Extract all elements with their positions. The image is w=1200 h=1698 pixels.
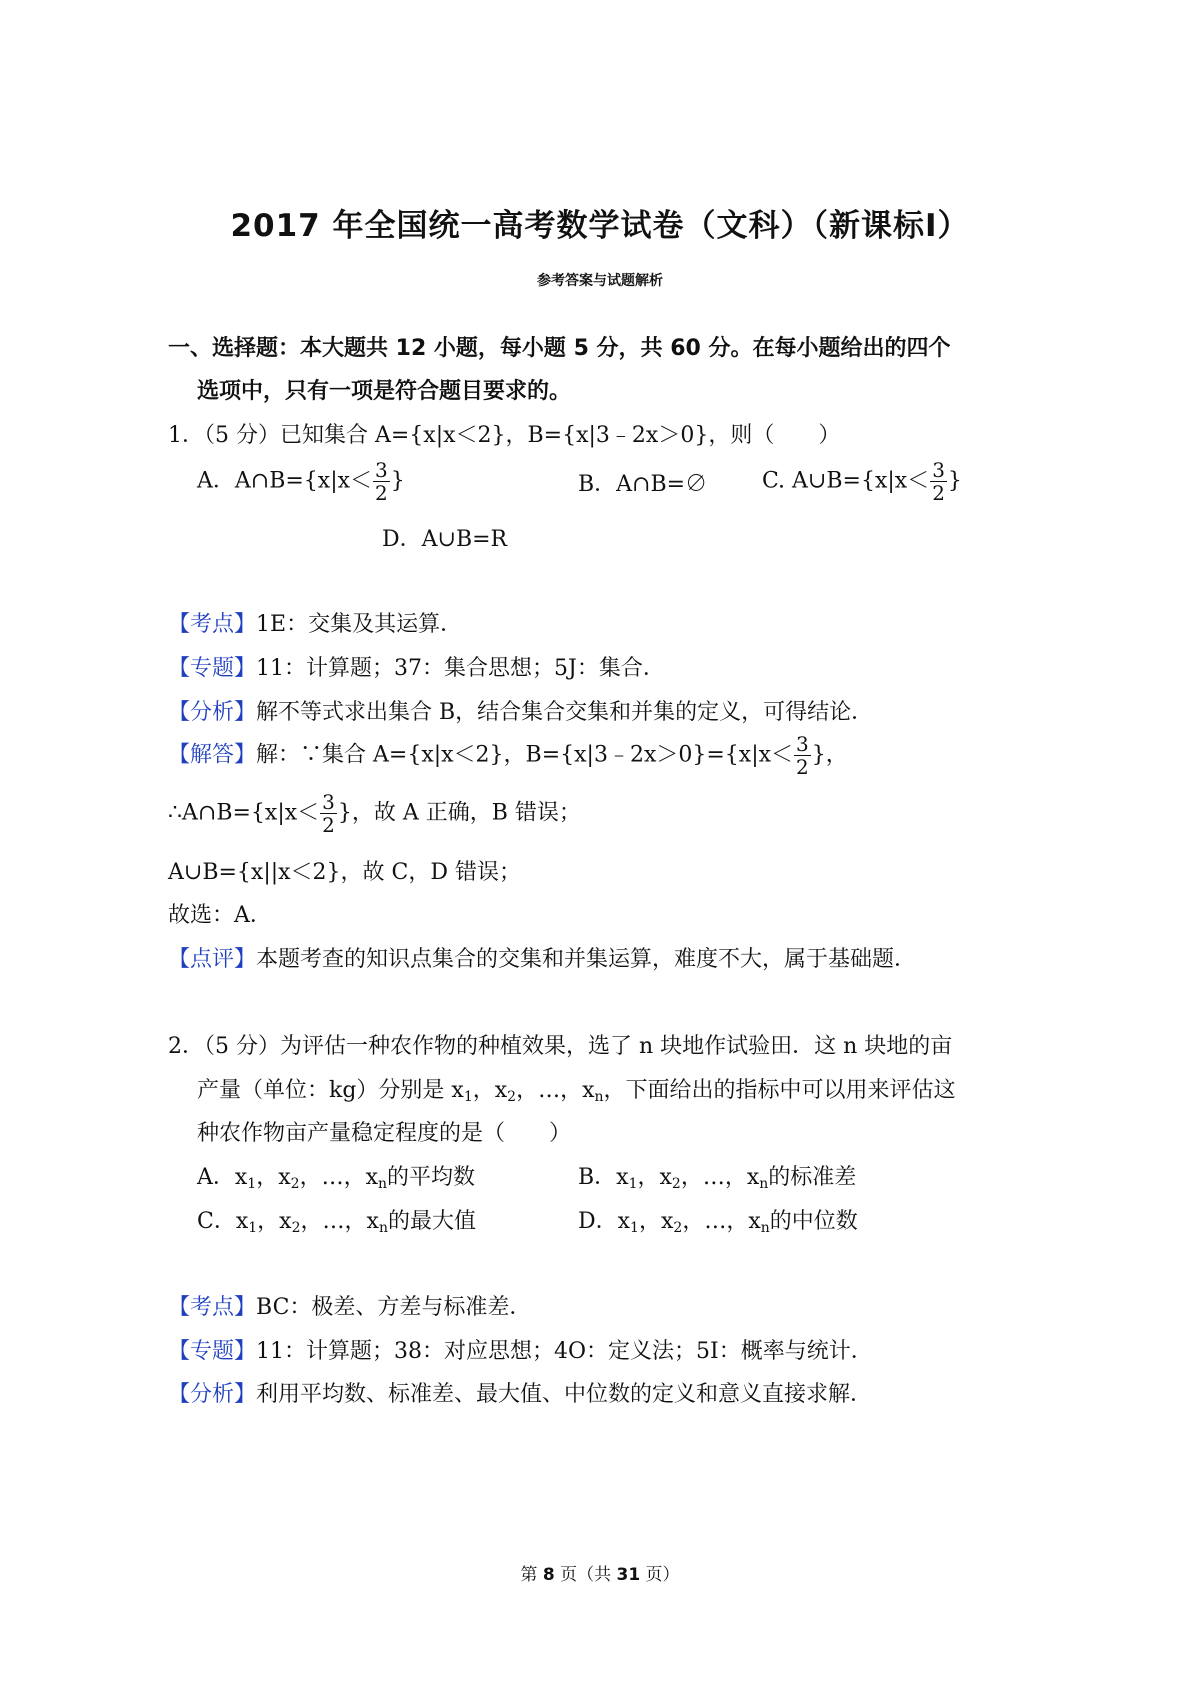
page-footer <box>0 1560 1200 1585</box>
q2-kaodian <box>168 1290 531 1321</box>
footer-text: 页） <box>640 1565 680 1585</box>
subscript: 2 <box>671 1176 681 1192</box>
page-title: 2017 年全国统一高考数学试卷（文科）（新课标Ⅰ） <box>230 208 970 244</box>
option-text: ，…，x <box>299 1165 378 1190</box>
section-heading-line1: 一、选择题：本大题共 12 小题，每小题 5 分，共 60 分。在每小题给出的四个 <box>168 336 951 361</box>
footer-text: 页（共 <box>554 1565 617 1585</box>
q1-solution-line3: A∪B={x||x＜2}，故 C，D 错误； <box>168 860 522 885</box>
q2-fenxi <box>168 1377 872 1408</box>
subscript: n <box>594 1089 604 1105</box>
dianping-tag: 【点评】 <box>168 947 257 972</box>
option-text: ，…，x <box>680 1165 760 1190</box>
zhuanti-tag: 【专题】 <box>168 1339 257 1364</box>
jieda-pre: 解：∵集合 A={x|x＜2}，B={x|3﹣2x＞0}={x|x＜ <box>256 742 794 768</box>
q1-option-d: D．A∪B=R <box>382 527 508 552</box>
option-label: D．x <box>578 1209 631 1234</box>
fraction-denominator: 2 <box>375 481 388 505</box>
q1-option-b: B．A∩B=∅ <box>578 472 708 497</box>
subscript: 1 <box>463 1089 473 1105</box>
option-text: ，…，x <box>300 1209 379 1234</box>
subscript: 2 <box>673 1220 683 1236</box>
q2-stem-text: 产量（单位：kg）分别是 x <box>197 1078 464 1103</box>
q1-option-a-post: } <box>390 468 405 494</box>
option-text: 的最大值 <box>387 1209 476 1234</box>
fraction-denominator: 2 <box>796 755 809 779</box>
q1-zhuanti <box>168 651 665 682</box>
fenxi-text: 解不等式求出集合 B，结合集合交集和并集的定义，可得结论． <box>256 700 874 725</box>
option-label: A．x <box>197 1165 248 1190</box>
fraction-denominator: 2 <box>322 813 335 837</box>
zhuanti-text: 11：计算题；37：集合思想；5J：集合． <box>256 656 665 681</box>
q2-option-d <box>578 1204 858 1236</box>
q2-stem-line1: 2．（5 分）为评估一种农作物的种植效果，选了 n 块地作试验田．这 n 块地的亩 <box>168 1034 953 1059</box>
subscript: 2 <box>507 1089 517 1105</box>
subscript: 1 <box>630 1220 639 1236</box>
subscript: n <box>377 1176 388 1192</box>
fenxi-tag: 【分析】 <box>168 1382 257 1407</box>
subscript: n <box>759 1176 769 1192</box>
option-text: 的中位数 <box>769 1209 858 1234</box>
q2-stem-line2 <box>197 1073 956 1105</box>
option-label: C．x <box>197 1209 249 1234</box>
jieda-tag: 【解答】 <box>168 742 257 768</box>
footer-text: 第 <box>520 1565 543 1585</box>
option-text: ，x <box>637 1165 672 1190</box>
q1-jieda <box>168 734 848 777</box>
fraction-denominator: 2 <box>932 481 945 505</box>
fraction-numerator: 3 <box>322 790 335 814</box>
q2-option-c <box>197 1204 476 1236</box>
q1-solution-line4: 故选：A． <box>168 903 272 928</box>
subscript: n <box>760 1220 770 1236</box>
option-text: 的平均数 <box>387 1165 476 1190</box>
kaodian-text: BC：极差、方差与标准差． <box>256 1295 532 1320</box>
q2-stem-line3: 种农作物亩产量稳定程度的是（ ） <box>197 1121 572 1146</box>
jieda-post: }， <box>811 742 848 768</box>
q1-option-c-post: } <box>947 468 962 494</box>
option-text: ，x <box>638 1209 674 1234</box>
kaodian-tag: 【考点】 <box>168 612 257 637</box>
dianping-text: 本题考查的知识点集合的交集和并集运算，难度不大，属于基础题． <box>256 947 917 972</box>
option-text: 的标准差 <box>768 1165 857 1190</box>
q1-option-c <box>762 460 962 503</box>
q2-stem-text: ，下面给出的指标中可以用来评估这 <box>603 1078 956 1103</box>
kaodian-text: 1E：交集及其运算． <box>256 612 463 637</box>
option-label: B．x <box>578 1165 629 1190</box>
q2-option-a <box>197 1160 475 1192</box>
option-text: ，x <box>257 1209 292 1234</box>
fenxi-text: 利用平均数、标准差、最大值、中位数的定义和意义直接求解． <box>256 1382 873 1407</box>
q1-dianping <box>168 942 916 973</box>
fenxi-tag: 【分析】 <box>168 700 257 725</box>
q1-option-a-pre: A．A∩B={x|x＜ <box>197 468 373 494</box>
subscript: 1 <box>628 1176 638 1192</box>
q1-option-c-pre: C. A∪B={x|x＜ <box>762 468 930 494</box>
q2-zhuanti <box>168 1334 873 1365</box>
kaodian-tag: 【考点】 <box>168 1295 257 1320</box>
section-heading-line2: 选项中，只有一项是符合题目要求的。 <box>197 379 572 404</box>
solution-line2-fraction <box>320 792 337 835</box>
subscript: n <box>378 1220 388 1236</box>
q1-option-c-fraction <box>930 460 947 503</box>
option-text: ，x <box>256 1165 291 1190</box>
option-text: ，…，x <box>682 1209 761 1234</box>
page-subtitle: 参考答案与试题解析 <box>537 273 663 289</box>
fraction-numerator: 3 <box>932 458 945 482</box>
q1-stem: 1．（5 分）已知集合 A={x|x＜2}，B={x|3﹣2x＞0}，则（ ） <box>168 423 841 448</box>
zhuanti-tag: 【专题】 <box>168 656 257 681</box>
subscript: 2 <box>291 1220 301 1236</box>
subscript: 1 <box>247 1176 257 1192</box>
subscript: 1 <box>248 1220 258 1236</box>
solution-line2-post: }，故 A 正确，B 错误； <box>337 800 581 826</box>
page-number: 8 <box>542 1565 555 1585</box>
q2-stem-text: ，…，x <box>516 1078 595 1103</box>
q2-stem-text: ，x <box>472 1078 508 1103</box>
q1-option-a <box>197 460 405 503</box>
q1-fenxi <box>168 695 873 726</box>
fraction-numerator: 3 <box>375 458 388 482</box>
subscript: 2 <box>290 1176 300 1192</box>
total-pages: 31 <box>616 1565 641 1585</box>
q1-solution-line2 <box>168 792 581 835</box>
solution-line2-pre: ∴A∩B={x|x＜ <box>168 800 320 826</box>
fraction-numerator: 3 <box>796 732 809 756</box>
jieda-fraction <box>794 734 811 777</box>
q1-kaodian <box>168 607 462 638</box>
q1-option-a-fraction <box>373 460 390 503</box>
q2-option-b <box>578 1160 856 1192</box>
zhuanti-text: 11：计算题；38：对应思想；4O：定义法；5I：概率与统计． <box>256 1339 873 1364</box>
